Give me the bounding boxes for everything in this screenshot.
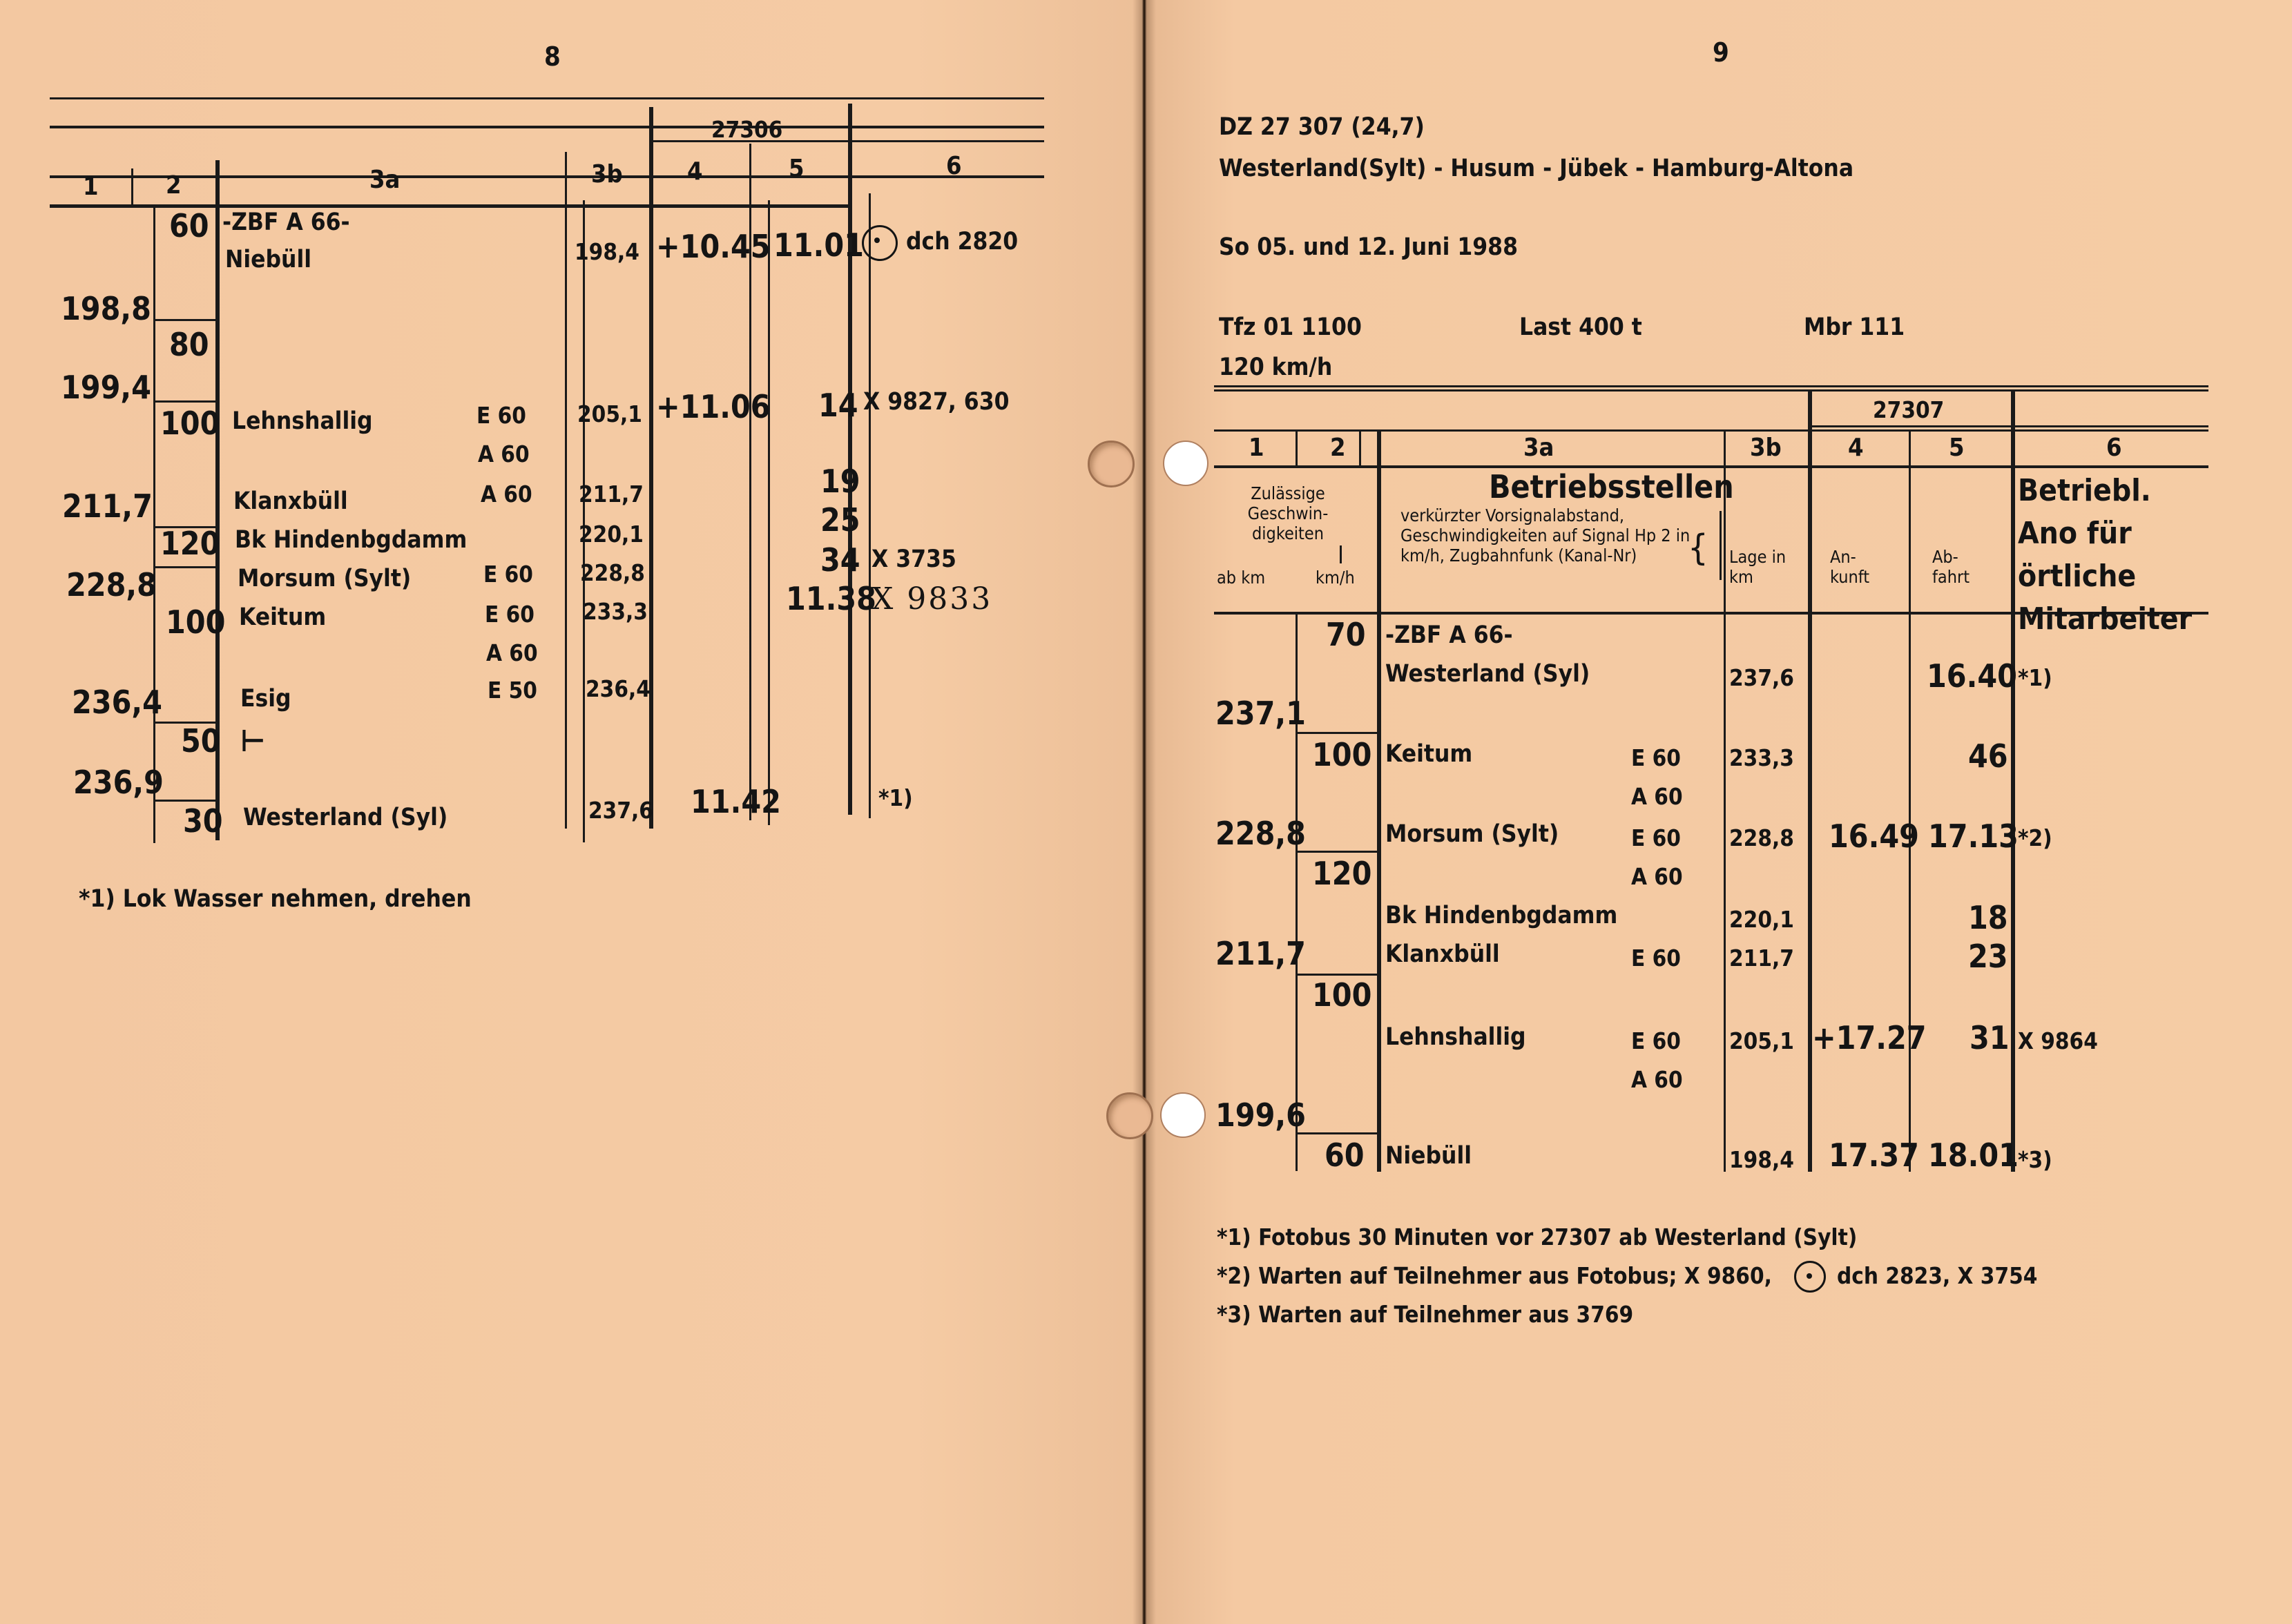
station: Esig — [240, 685, 291, 713]
km: 198,8 — [61, 290, 151, 327]
speed: 100 — [160, 405, 220, 442]
rule — [131, 168, 133, 204]
page-number-left: 8 — [544, 41, 561, 72]
train-number: 27306 — [711, 116, 783, 143]
lage: 211,7 — [1729, 945, 1794, 972]
col-header-5: 5 — [1949, 434, 1965, 462]
signal: E 60 — [1631, 1027, 1681, 1054]
signal: E 50 — [488, 677, 537, 704]
col-header-6: 6 — [946, 152, 962, 180]
signal: A 60 — [1631, 783, 1683, 810]
station: Niebüll — [225, 246, 312, 273]
departure: 16.40 — [1927, 657, 2017, 695]
col-header-4: 4 — [687, 157, 703, 186]
rule — [153, 566, 217, 568]
rule — [50, 126, 1044, 128]
signal: E 60 — [485, 601, 535, 628]
departure: 11.01 — [773, 226, 864, 264]
rule — [1296, 732, 1380, 734]
signal: E 60 — [1631, 824, 1681, 851]
rule — [1377, 429, 1381, 1172]
lage: 233,3 — [583, 598, 648, 625]
speed: 120 — [1312, 855, 1372, 892]
speed: 100 — [166, 603, 226, 641]
station: Niebüll — [1385, 1142, 1472, 1170]
col-header-2: 2 — [1330, 434, 1346, 462]
speed: 120 — [160, 525, 220, 562]
rule — [1214, 389, 2208, 392]
note: *1) — [878, 784, 913, 811]
punch-hole — [1106, 1092, 1153, 1139]
lage-subheader: Lage in km — [1729, 547, 1787, 587]
speed: 60 — [1325, 1137, 1365, 1174]
rule — [1296, 974, 1380, 976]
km: 199,4 — [61, 369, 151, 406]
rule — [565, 152, 567, 829]
col-header-5: 5 — [789, 155, 805, 183]
station: Keitum — [239, 603, 327, 631]
km: 199,6 — [1215, 1096, 1306, 1134]
signal: E 60 — [1631, 945, 1681, 972]
km: 211,7 — [62, 487, 153, 525]
lage: 237,6 — [588, 797, 653, 824]
rule — [1724, 429, 1726, 1172]
arrival: +17.27 — [1812, 1019, 1927, 1056]
note: *3) — [2018, 1146, 2052, 1173]
col-header-2: 2 — [166, 171, 182, 200]
footnote: *1) Lok Wasser nehmen, drehen — [79, 885, 472, 913]
rule — [2011, 389, 2015, 1172]
rule — [768, 200, 770, 825]
rule — [1720, 511, 1722, 580]
lage: 228,8 — [580, 559, 645, 586]
circle-dot-icon — [862, 225, 898, 261]
abfahrt-subheader: Ab- fahrt — [1932, 547, 1970, 587]
rule — [1296, 1132, 1380, 1134]
signal: E 60 — [483, 561, 533, 588]
km: 228,8 — [66, 566, 157, 603]
departure: 25 — [820, 501, 860, 539]
km: 211,7 — [1215, 935, 1306, 972]
departure: 17.13 — [1928, 818, 2019, 855]
speed: 60 — [169, 207, 209, 244]
station: -ZBF A 66- — [1385, 621, 1513, 649]
punch-hole — [1160, 1092, 1206, 1138]
arrival: 11.42 — [691, 783, 781, 820]
rule — [1909, 429, 1911, 1172]
betriebsstellen-title: Betriebsstellen — [1489, 468, 1734, 505]
handwritten-note: X 9833 — [871, 581, 993, 617]
col-header-1: 1 — [1249, 434, 1264, 462]
col-header-3b: 3b — [591, 160, 623, 188]
rule — [869, 193, 871, 818]
arrival: +11.06 — [656, 388, 771, 425]
col-header-4: 4 — [1848, 434, 1864, 462]
km: 236,4 — [72, 684, 162, 721]
rule — [1214, 429, 2208, 432]
title-line-1: DZ 27 307 (24,7) — [1219, 113, 1425, 141]
block-marker: ⊢ — [240, 724, 266, 759]
lage: 220,1 — [1729, 906, 1794, 933]
vmax: 120 km/h — [1219, 354, 1333, 381]
signal: A 60 — [478, 441, 530, 467]
note: dch 2820 — [906, 228, 1019, 255]
kmh-label: km/h — [1316, 568, 1355, 588]
station: Lehnshallig — [232, 407, 373, 435]
rule — [50, 97, 1044, 99]
footnote-3: *3) Warten auf Teilnehmer aus 3769 — [1217, 1301, 1634, 1328]
lage: 205,1 — [1729, 1027, 1794, 1054]
departure: 18 — [1968, 899, 2008, 936]
arrival: 16.49 — [1829, 818, 1919, 855]
station: Morsum (Sylt) — [238, 565, 412, 592]
signal: A 60 — [1631, 863, 1683, 890]
note: X 9827, 630 — [863, 388, 1010, 416]
departure: 11.38 — [786, 580, 876, 617]
rule — [1296, 429, 1298, 465]
speed: 80 — [169, 326, 209, 363]
departure: 34 — [820, 541, 860, 579]
col-header-3a: 3a — [369, 166, 401, 194]
lage: 205,1 — [577, 400, 642, 427]
lage: 220,1 — [579, 521, 644, 548]
km: 236,9 — [73, 764, 164, 801]
rule — [1214, 385, 2208, 387]
station: Morsum (Sylt) — [1385, 820, 1559, 848]
last: Last 400 t — [1519, 313, 1642, 341]
station: Westerland (Syl) — [243, 804, 448, 831]
departure: 14 — [818, 387, 858, 424]
col-header-6: 6 — [2106, 434, 2122, 462]
rule — [153, 319, 217, 321]
signal: E 60 — [476, 402, 526, 429]
mbr: Mbr 111 — [1804, 313, 1905, 341]
punch-hole — [1088, 441, 1135, 487]
rule — [1359, 429, 1361, 465]
station: Klanxbüll — [233, 487, 348, 515]
date: So 05. und 12. Juni 1988 — [1219, 233, 1519, 261]
departure: 23 — [1968, 938, 2008, 975]
col6-subheader: Betriebl. Ano für örtliche Mitarbeiter — [2018, 473, 2193, 637]
circle-dot-icon — [1794, 1261, 1826, 1293]
train-number: 27307 — [1873, 396, 1945, 423]
station: Klanxbüll — [1385, 940, 1500, 968]
station: Bk Hindenbgdamm — [235, 526, 468, 554]
lage: 237,6 — [1729, 664, 1794, 691]
ankunft-subheader: An- kunft — [1830, 547, 1870, 587]
note: *2) — [2018, 824, 2052, 851]
footnote-1: *1) Fotobus 30 Minuten vor 27307 ab Westerland (Sylt) — [1217, 1224, 1858, 1250]
speed-subheader: Zulässige Geschwin- digkeiten — [1247, 483, 1329, 543]
note: X 9864 — [2018, 1027, 2098, 1054]
rule — [153, 400, 217, 403]
km: 237,1 — [1215, 695, 1306, 732]
note: *1) — [2018, 664, 2052, 691]
brace-icon: { — [1688, 528, 1708, 569]
signal: A 60 — [481, 481, 532, 508]
note: X 3735 — [871, 545, 956, 573]
rule — [649, 140, 1044, 142]
lage: 211,7 — [579, 481, 644, 508]
arrival: +10.45 — [656, 228, 771, 265]
title-line-2: Westerland(Sylt) - Husum - Jübek - Hamburg-Altona — [1219, 155, 1854, 182]
lage: 233,3 — [1729, 744, 1794, 771]
rule — [50, 175, 1044, 178]
col-header-3b: 3b — [1750, 434, 1782, 462]
lage: 198,4 — [1729, 1146, 1794, 1173]
lage: 228,8 — [1729, 824, 1794, 851]
rule — [153, 204, 155, 843]
station: Westerland (Syl) — [1385, 660, 1590, 688]
departure: 46 — [1968, 737, 2008, 775]
col-header-3a: 3a — [1523, 434, 1554, 462]
punch-hole — [1163, 441, 1208, 486]
footnote-2: *2) Warten auf Teilnehmer aus Fotobus; X 9860, — [1217, 1262, 1772, 1289]
rule — [1296, 851, 1380, 853]
station: Bk Hindenbgdamm — [1385, 902, 1618, 929]
signal: A 60 — [486, 639, 538, 666]
page-number-right: 9 — [1713, 37, 1729, 68]
tfz: Tfz 01 1100 — [1219, 313, 1362, 341]
ab-km-label: ab km — [1217, 568, 1266, 588]
speed: 70 — [1326, 616, 1366, 653]
station: Lehnshallig — [1385, 1023, 1526, 1051]
speed: 50 — [181, 722, 221, 760]
lage: 198,4 — [575, 238, 639, 265]
betriebsstellen-subheader: verkürzter Vorsignalabstand, Geschwindigkeiten auf Signal Hp 2 in km/h, Zugbahnfunk (Kanal-Nr) — [1400, 505, 1691, 566]
station: -ZBF A 66- — [222, 209, 350, 236]
col-header-1: 1 — [83, 173, 99, 201]
station: Keitum — [1385, 740, 1473, 768]
speed: 100 — [1312, 736, 1372, 773]
footnote-2-cont: dch 2823, X 3754 — [1837, 1262, 2038, 1289]
speed: 100 — [1312, 976, 1372, 1014]
km: 228,8 — [1215, 815, 1306, 852]
book-spine — [1133, 0, 1156, 1624]
rule — [848, 104, 852, 815]
lage: 236,4 — [586, 675, 651, 702]
rule — [1808, 425, 2208, 427]
signal: A 60 — [1631, 1066, 1683, 1093]
rule — [1340, 545, 1342, 563]
arrival: 17.37 — [1829, 1137, 1919, 1174]
departure: 31 — [1970, 1019, 2010, 1056]
rule — [649, 107, 653, 829]
signal: E 60 — [1631, 744, 1681, 771]
speed: 30 — [183, 802, 223, 840]
departure: 18.01 — [1928, 1137, 2019, 1174]
departure: 19 — [820, 463, 860, 500]
